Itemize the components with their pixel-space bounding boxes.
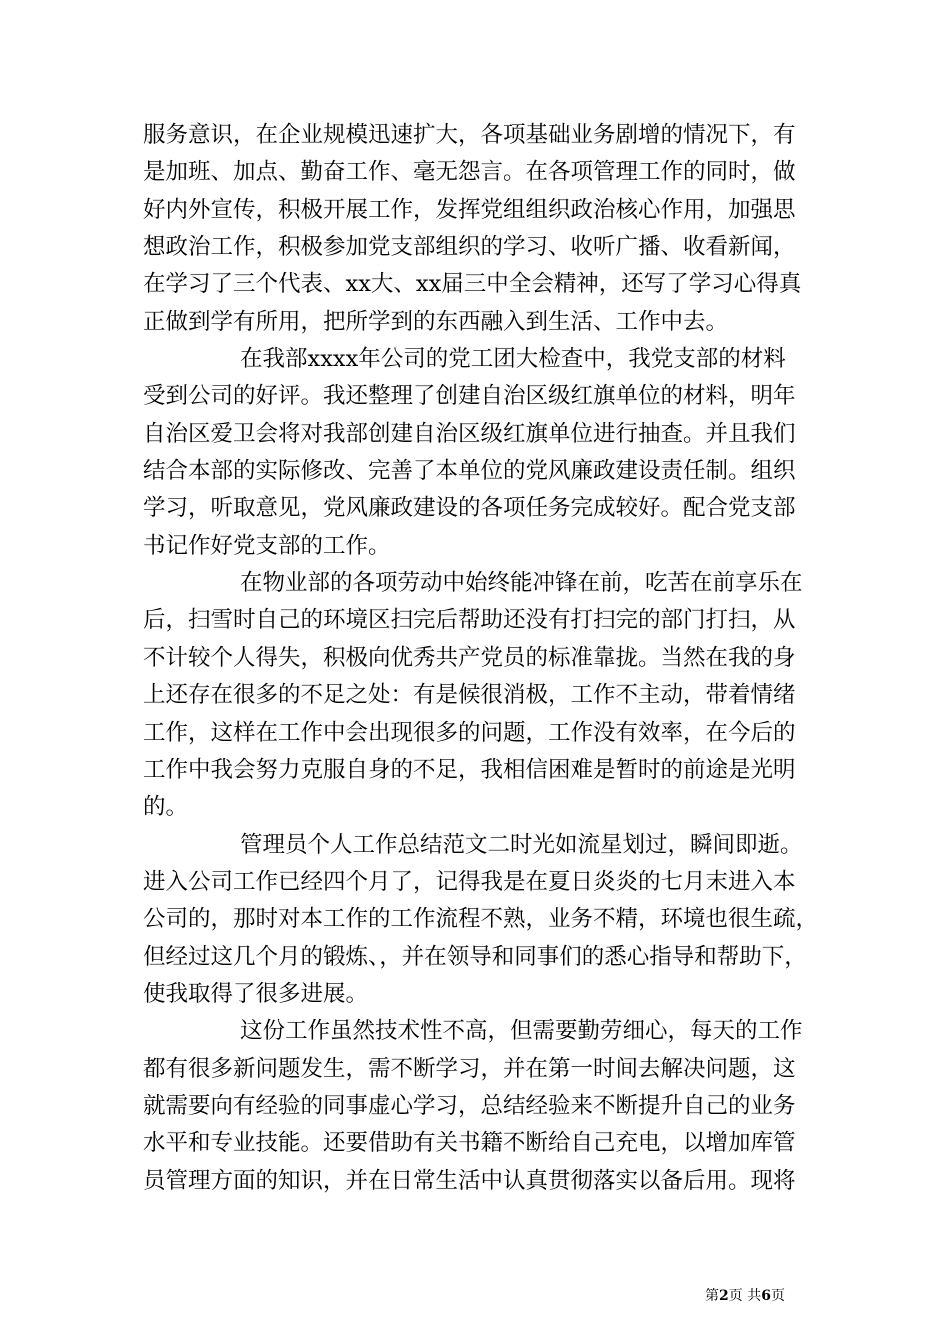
total-pages-number: 6 <box>761 1288 771 1304</box>
footer-middle: 页 共 <box>728 1288 762 1304</box>
text-line: 书记作好党支部的工作。 <box>143 532 391 559</box>
text-line: 结合本部的实际修改、完善了本单位的党风廉政建设责任制。组织 <box>143 458 796 485</box>
text-line: 的。 <box>143 794 189 821</box>
text-line: 在学习了三个代表、xx大、xx届三中全会精神，还写了学习心得真 <box>143 271 802 298</box>
text-line: 是加班、加点、勤奋工作、毫无怨言。在各项管理工作的同时，做 <box>143 159 796 186</box>
page-footer <box>705 1286 808 1306</box>
text-line: 后，扫雪时自己的环境区扫完后帮助还没有打扫完的部门打扫，从 <box>143 607 796 634</box>
text-line: 在物业部的各项劳动中始终能冲锋在前，吃苦在前享乐在 <box>240 570 803 597</box>
text-line: 好内外宣传，积极开展工作，发挥党组组织政治核心作用，加强思 <box>143 196 796 223</box>
text-line: 管理员个人工作总结范文二时光如流星划过，瞬间即逝。 <box>240 831 803 858</box>
text-line: 公司的，那时对本工作的工作流程不熟，业务不精，环境也很生疏， <box>143 906 819 933</box>
text-line: 但经过这几个月的锻炼、，并在领导和同事们的悉心指导和帮助下， <box>143 943 807 970</box>
text-line: 这份工作虽然技术性不高，但需要勤劳细心，每天的工作 <box>240 1018 803 1045</box>
text-line: 受到公司的好评。我还整理了创建自治区级红旗单位的材料，明年 <box>143 383 796 410</box>
text-line: 不计较个人得失，积极向优秀共产党员的标准靠拢。当然在我的身 <box>143 644 796 671</box>
text-line: 工作中我会努力克服自身的不足，我相信困难是暂时的前途是光明 <box>143 756 796 783</box>
text-line: 使我取得了很多进展。 <box>143 980 369 1007</box>
text-line: 在我部xxxx年公司的党工团大检查中，我党支部的材料 <box>240 346 786 373</box>
text-line: 学习，听取意见，党风廉政建设的各项任务完成较好。配合党支部 <box>143 495 796 522</box>
text-line: 就需要向有经验的同事虚心学习，总结经验来不断提升自己的业务 <box>143 1092 796 1119</box>
text-line: 工作，这样在工作中会出现很多的问题，工作没有效率，在今后的 <box>143 719 796 746</box>
footer-prefix: 第 <box>705 1288 719 1304</box>
text-line: 员管理方面的知识，并在日常生活中认真贯彻落实以备后用。现将 <box>143 1167 796 1194</box>
footer-suffix: 页 <box>770 1288 785 1304</box>
text-line: 水平和专业技能。还要借助有关书籍不断给自己充电，以增加库管 <box>143 1130 796 1157</box>
text-line: 自治区爱卫会将对我部创建自治区级红旗单位进行抽查。并且我们 <box>143 420 796 447</box>
text-line: 想政治工作，积极参加党支部组织的学习、收听广播、收看新闻， <box>143 234 796 261</box>
current-page-number: 2 <box>719 1288 729 1304</box>
text-line: 都有很多新问题发生，需不断学习，并在第一时间去解决问题，这 <box>143 1055 796 1082</box>
text-line: 进入公司工作已经四个月了，记得我是在夏日炎炎的七月末进入本 <box>143 868 796 895</box>
text-line: 正做到学有所用，把所学到的东西融入到生活、工作中去。 <box>143 308 729 335</box>
text-line: 上还存在很多的不足之处：有是候很消极，工作不主动，带着情绪 <box>143 682 796 709</box>
text-line: 服务意识，在企业规模迅速扩大，各项基础业务剧增的情况下，有 <box>143 122 796 148</box>
document-body <box>143 117 819 1200</box>
